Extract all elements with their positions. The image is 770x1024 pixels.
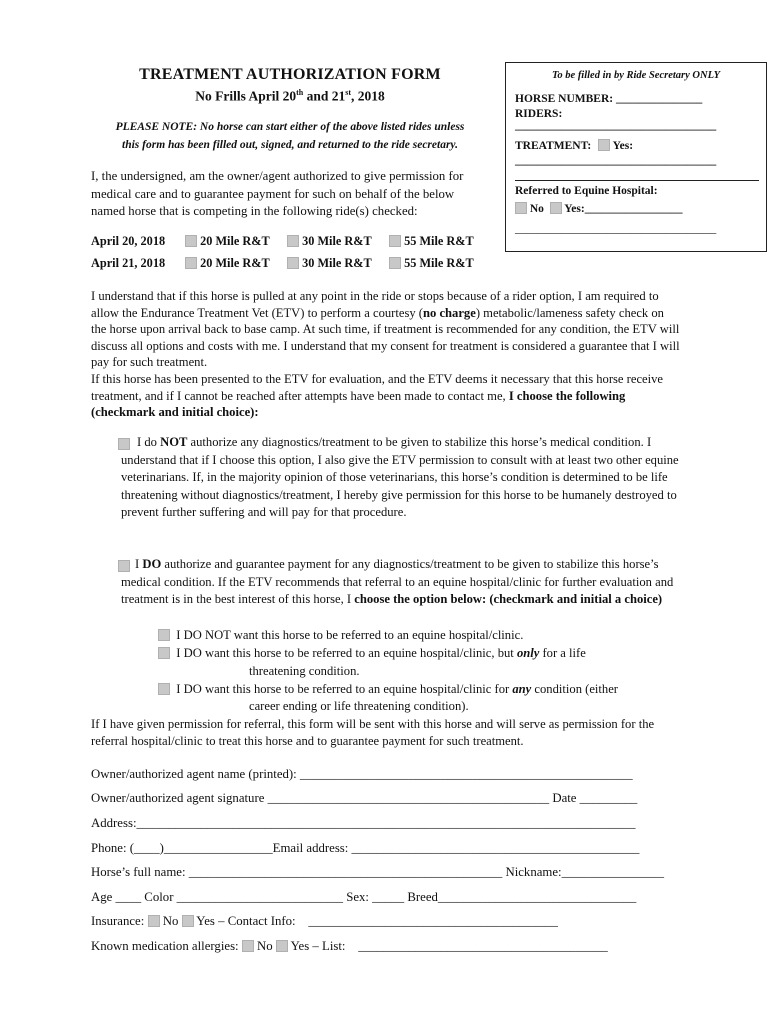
- referred-field[interactable]: ___________________________________: [515, 223, 717, 235]
- referral-option-2-cont: threatening condition.: [249, 664, 360, 678]
- treatment-yes-checkbox[interactable]: [598, 139, 610, 151]
- referral-option-3-cont: career ending or life threatening condition).: [249, 699, 469, 713]
- referral-checkbox[interactable]: [158, 629, 170, 641]
- ride-checkbox[interactable]: [287, 257, 299, 269]
- allergies-no-checkbox[interactable]: [242, 940, 254, 952]
- treatment-field[interactable]: ___________________________________: [515, 155, 717, 167]
- insurance-yes-checkbox[interactable]: [182, 915, 194, 927]
- age-color-sex-breed-field[interactable]: Age ____ Color __________________________ Sex: _____ Breed_______________________________: [91, 890, 637, 904]
- horse-number-field[interactable]: HORSE NUMBER: _______________: [515, 93, 703, 105]
- address-field[interactable]: Address:______________________________________________________________________________: [91, 816, 636, 830]
- ride-option: 30 Mile R&T: [287, 234, 372, 249]
- ride-checkbox[interactable]: [389, 235, 401, 247]
- referral-option-1: I DO NOT want this horse to be referred to an equine hospital/clinic.: [158, 628, 523, 643]
- option-do-text: I DO authorize and guarantee payment for any diagnostics/treatment to be given to stabilize this horse’s medical condition. If the ETV recommends that referral to an equine hospital/clinic for further evaluation and treatment is in the best interest of this horse, I choose the option below: (checkmark and initial a choice): [121, 557, 674, 606]
- ride-option: 55 Mile R&T: [389, 234, 474, 249]
- owner-signature-field[interactable]: Owner/authorized agent signature ____________________________________________ Date _________: [91, 791, 638, 805]
- ride-option: 30 Mile R&T: [287, 256, 372, 271]
- ride-option: 55 Mile R&T: [389, 256, 474, 271]
- ride-date: April 20, 2018: [91, 234, 166, 248]
- referred-yes-checkbox[interactable]: [550, 202, 562, 214]
- riders-field[interactable]: ___________________________________: [515, 120, 717, 132]
- referral-option-3: I DO want this horse to be referred to an equine hospital/clinic for any condition (either: [158, 682, 618, 697]
- phone-email-field[interactable]: Phone: (____)_________________Email address: _____________________________________________: [91, 841, 640, 855]
- form-title: TREATMENT AUTHORIZATION FORM: [139, 66, 441, 83]
- ride-checkbox[interactable]: [287, 235, 299, 247]
- referral-checkbox[interactable]: [158, 683, 170, 695]
- allergies-list-field[interactable]: _______________________________________: [358, 939, 608, 953]
- ride-checkbox[interactable]: [185, 235, 197, 247]
- horse-name-field[interactable]: Horse’s full name: _________________________________________________ Nickname:________________: [91, 865, 664, 879]
- referral-option-2: I DO want this horse to be referred to an equine hospital/clinic, but only for a life: [158, 646, 586, 661]
- understand-paragraph: I understand that if this horse is pulled at any point in the ride or stops because of a rider option, I am required to allow the Endurance Treatment Vet (ETV) to perform a courtesy (no charge) metabolic/lameness safety check on the horse upon arrival back to base camp. At such time, if treatment is recommended for any condition, the ETV will discuss all options and costs with me. I understand that my consent for treatment is considered a guarantee that I will pay for such treatment. If this horse has been presented to the ETV for evaluation, and the ETV deems it necessary that this horse receive treatment, and if I cannot be reached after attempts have been made to contact me, I choose the following (checkmark and initial choice):: [91, 289, 680, 420]
- ride-date: April 21, 2018: [91, 256, 166, 270]
- intro-paragraph: I, the undersigned, am the owner/agent authorized to give permission for medical care and to guarantee payment for such on behalf of the below named horse that is competing in the following ride(s) checked:: [91, 169, 464, 218]
- allergies-yes-checkbox[interactable]: [276, 940, 288, 952]
- insurance-row: Insurance: No Yes – Contact Info: _______________________________________: [91, 914, 558, 928]
- ride-checkbox[interactable]: [185, 257, 197, 269]
- insurance-contact-field[interactable]: _______________________________________: [308, 914, 558, 928]
- ride-secretary-box: [505, 62, 767, 252]
- referred-row: No Yes:_________________: [515, 202, 682, 215]
- owner-name-field[interactable]: Owner/authorized agent name (printed): ____________________________________________________: [91, 767, 633, 781]
- insurance-no-checkbox[interactable]: [148, 915, 160, 927]
- referral-paragraph: If I have given permission for referral, this form will be sent with this horse and will serve as permission for the referral hospital/clinic to treat this horse and to guarantee payment for such treatment.: [91, 717, 655, 748]
- ride-option: 20 Mile R&T: [185, 234, 270, 249]
- referred-label: Referred to Equine Hospital:: [515, 185, 658, 197]
- allergies-row: Known medication allergies: No Yes – List: _______________________________________: [91, 939, 608, 953]
- secretary-box-header: To be filled in by Ride Secretary ONLY: [551, 70, 721, 81]
- referred-no-checkbox[interactable]: [515, 202, 527, 214]
- option-not-text: I do NOT authorize any diagnostics/treatment to be given to stabilize this horse’s medical condition. I understand that if I choose this option, I also give the ETV permission to consult with at least two other equine veterinarians. If, in the majority opinion of those veterinarians, this horse’s condition is determined to be life threatening without diagnostics/treatment, I hereby give permission for this horse to be humanely destroyed to prevent further suffering and will pay for that procedure.: [121, 435, 679, 519]
- ride-option: 20 Mile R&T: [185, 256, 270, 271]
- please-note: PLEASE NOTE: No horse can start either of the above listed rides unless this form has been filled out, signed, and returned to the ride secretary.: [115, 121, 465, 151]
- treatment-row: TREATMENT: Yes:: [515, 140, 634, 152]
- riders-label: RIDERS:: [515, 108, 563, 120]
- event-subtitle: No Frills April 20th and 21st, 2018: [195, 88, 385, 104]
- referral-checkbox[interactable]: [158, 647, 170, 659]
- divider: [515, 180, 759, 181]
- ride-checkbox[interactable]: [389, 257, 401, 269]
